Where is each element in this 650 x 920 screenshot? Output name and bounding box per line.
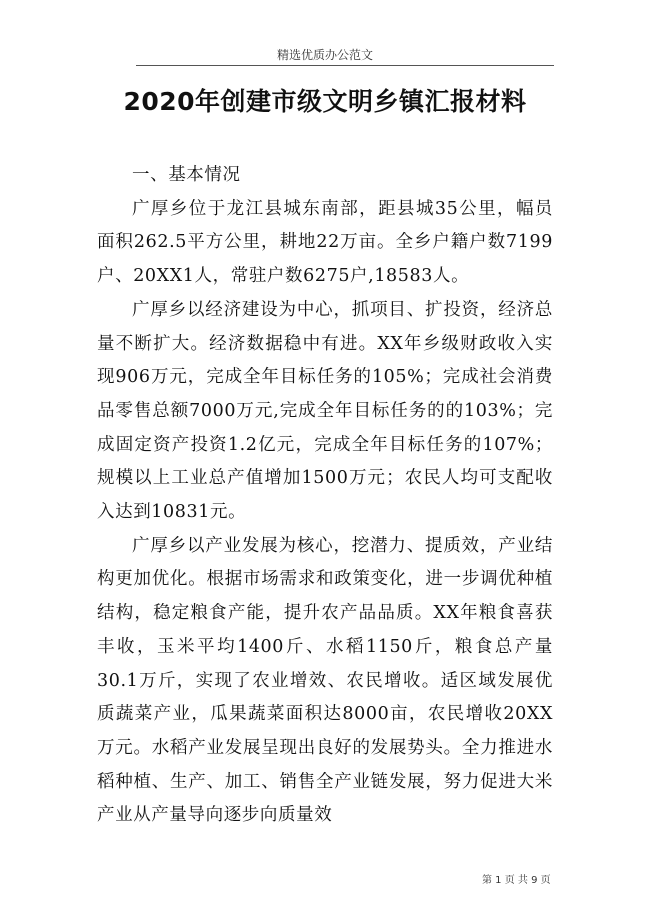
page-header: 精选优质办公范文 (276, 48, 373, 62)
paragraph: 广厚乡以产业发展为核心，挖潜力、提质效，产业结构更加优化。根据市场需求和政策变化，进一步调优种植结构，稳定粮食产能，提升农产品品质。XX年粮食喜获丰收，玉米平均1400斤、水稻1150斤，粮食总产量30.1万斤，实现了农业增效、农民增收。适区域发展优质蔬菜产业，瓜果蔬菜面积达8000亩，农民增收20XX万元。水稻产业发展呈现出良好的发展势头。全力推进水稻种植、生产、加工、销售全产业链发展，努力促进大米产业从产量导向逐步向质量效 (97, 535, 553, 826)
document-title: 2020年创建市级文明乡镇汇报材料 (123, 87, 527, 116)
page-number: 第 1 页 共 9 页 (482, 875, 551, 886)
header-divider (136, 65, 554, 66)
document-body (97, 159, 553, 833)
paragraph: 广厚乡位于龙江县城东南部，距县城35公里，幅员面积262.5平方公里，耕地22万亩。全乡户籍户数7199户、20XX1人，常驻户数6275户,18583人。 (97, 198, 553, 287)
paragraph: 广厚乡以经济建设为中心，抓项目、扩投资，经济总量不断扩大。经济数据稳中有进。XX年乡级财政收入实现906万元，完成全年目标任务的105%；完成社会消费品零售总额7000万元,完成全年目标任务的的103%；完成固定资产投资1.2亿元，完成全年目标任务的107%；规模以上工业总产值增加1500万元；农民人均可支配收入达到10831元。 (97, 299, 553, 523)
section-heading: 一、基本情况 (132, 165, 241, 185)
